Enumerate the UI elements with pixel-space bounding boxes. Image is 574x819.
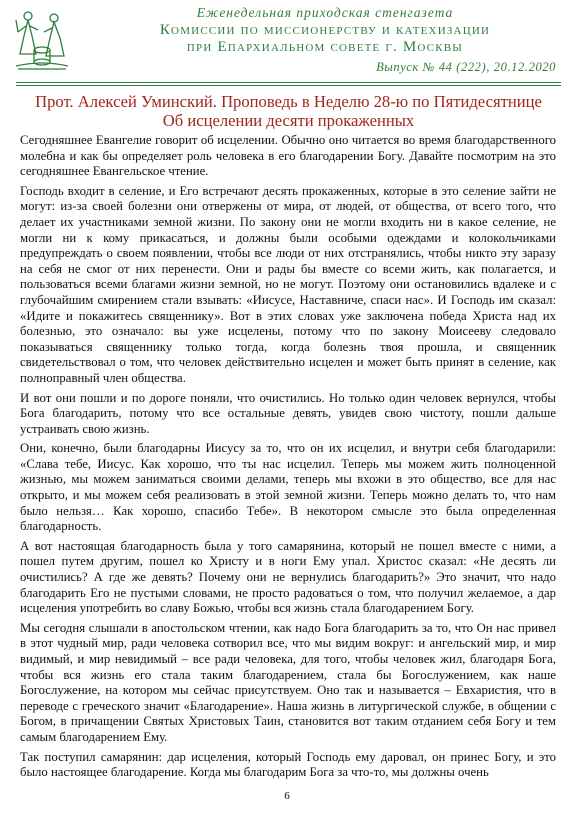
paragraph: А вот настоящая благодарность была у того самарянина, который не пошел вместе с ними, а пошел путем другим, пошел ко Христу и в ноги Ему упал. Христос сказал: «Не десять ли очистились? А где же девять? Почему они не вернулись благодарить?» Это значит, что надо благодарить Его не пустыми словами, не просто радоваться о том, что получил желаемое, а дар исцеления употребить во славу Божью, чтобы вся жизнь стала благодарением Богу. <box>20 538 556 616</box>
commission-name-line1: Комиссии по миссионерству и катехизации <box>159 22 491 38</box>
paragraph: Так поступил самарянин: дар исцеления, который Господь ему даровал, он принес Богу, и это было настоящее благодарение. Когда мы благодарим Бога за что-то, мы должны очень <box>20 749 556 780</box>
paragraph: Господь входит в селение, и Его встречают десять прокаженных, которые в это селение зайти не могут: из-за своей болезни они отвержены от мира, от людей, от общества, от всего того, что делает их участниками земной жизни. По закону они не могли входить ни в какое селение, не могли ни к кому прикасаться, и должны были особыми одеждами и колокольчиками предупреждать о своем появлении, чтобы все люди от них отстранялись, чтобы никто эту заразу на себя не смог от них перенести. Они и рады бы вместе со всеми жить, как полагается, и пользоваться всеми благами жизни земной, но не могут. Поэтому они остановились вдалеке и с глубочайшим смирением стали взывать: «Иисусе, Наставниче, спаси нас». И Господь им сказал: «Идите и покажитесь священнику». Вот в этих словах уже заключена победа Христа над их болезнью, это означало: вы уже исцелены, потому что по закону Моисееву следовало показываться священнику только тогда, когда болезнь твоя прошла, и священник свидетельствовал о том, что человек действительно исцелен и может быть принят в селение, как полноправный член общества. <box>20 183 556 385</box>
header-divider <box>16 82 561 83</box>
parish-logo-illustration <box>14 6 70 72</box>
paragraph: Сегодняшнее Евангелие говорит об исцелении. Обычно оно читается во время благодарственного молебна и как бы определяет роль человека в его благодарении Богу. Давайте посмотрим на это сегодняшнее Евангельское чтение. <box>20 133 556 179</box>
page-number: 6 <box>284 790 290 802</box>
paragraph: Они, конечно, были благодарны Иисусу за то, что он их исцелил, и внутри себя благодарили: «Слава тебе, Иисус. Как хорошо, что ты нас исцелил. Теперь мы можем жить полноценной жизнью, мы можем заниматься своими делами, теперь мы вхожи в это общество, все для нас открыто, и мы можем себя реализовать в этой земной жизни. Теперь можно делать то, что нам было нельзя… Как хорошо, спасибо Тебе». В некотором смысле это была определенная благодарность. <box>20 441 556 534</box>
newspaper-tagline: Еженедельная приходская стенгазета <box>196 5 454 20</box>
article-title <box>16 92 561 130</box>
newspaper-header <box>0 0 574 90</box>
paragraph: Мы сегодня слышали в апостольском чтении, как надо Бога благодарить за то, что Он нас привел в этот чудный мир, ради человека сотворил все, что мы видим вокруг: и ангельский мир, и мир видимый, и мир невидимый – все ради человека, для того, чтобы человек жил, благодаря Бога, чтобы вся жизнь его стала таким благодарением, стала бы Богослужением, как наше Богослужение, на котором мы сейчас присутствуем. Оно так и называется – Евхаристия, что в переводе с греческого значит «Благодарение». Наша жизнь в литургической службе, в общении с Богом, в причащении Святых Христовых Таин, становится вот таким отданием себя Богу и тем самым благодарением Ему. <box>20 620 556 744</box>
article-title-line1: Прот. Алексей Уминский. Проповедь в Неделю 28-ю по Пятидесятнице <box>35 92 542 111</box>
header-divider <box>16 85 561 86</box>
commission-name-line2: при Епархиальном совете г. Москвы <box>186 39 464 55</box>
article-title-line2: Об исцелении десяти прокаженных <box>162 111 415 130</box>
paragraph: И вот они пошли и по дороге поняли, что очистились. Но только один человек вернулся, чтобы Бога благодарить, потому что все остальные девять, увидев свою чистоту, пошли дальше устраивать свою жизнь. <box>20 390 556 436</box>
article-body <box>20 133 556 785</box>
issue-info: Выпуск № 44 (222), 20.12.2020 <box>376 60 556 74</box>
